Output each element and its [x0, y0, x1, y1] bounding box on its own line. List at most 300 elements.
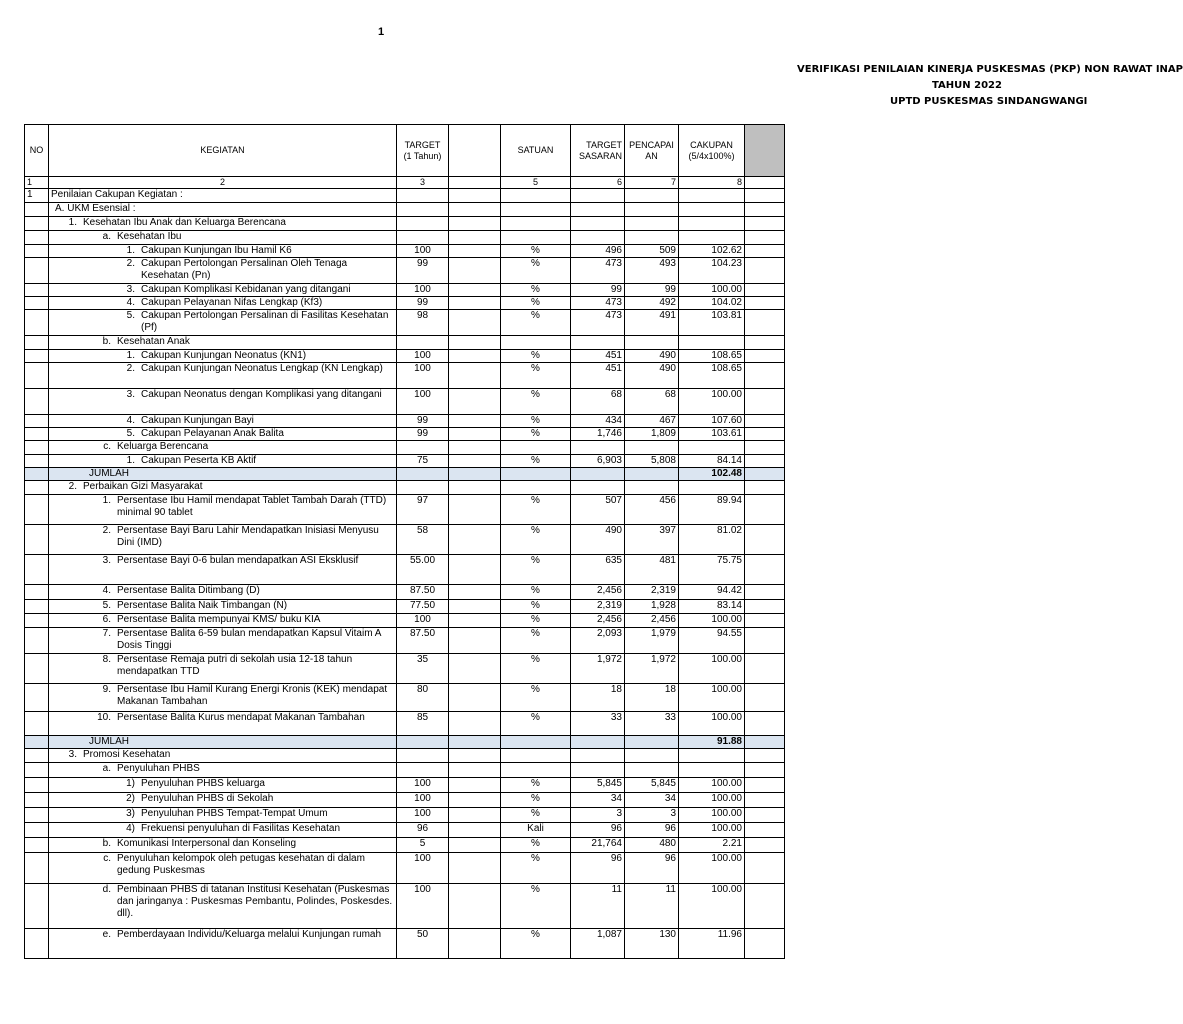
row-index: 3.	[126, 284, 135, 295]
row-kegiatan	[49, 495, 397, 525]
row-index: e.	[102, 929, 111, 940]
row-no: 1	[25, 189, 49, 203]
row-pencapaian: 2,456	[625, 614, 679, 628]
row-cakupan: 84.14	[679, 455, 745, 468]
row-target: 100	[397, 778, 449, 793]
row-cakupan: 104.02	[679, 297, 745, 310]
row-text: Cakupan Pelayanan Anak Balita	[141, 428, 284, 439]
row-pencapaian: 1,972	[625, 654, 679, 684]
row-overflow	[745, 585, 785, 600]
table-row	[25, 245, 785, 258]
row-satuan	[501, 749, 571, 763]
row-target: 100	[397, 389, 449, 415]
row-satuan: %	[501, 778, 571, 793]
row-satuan	[501, 736, 571, 749]
row-blank	[449, 428, 501, 441]
row-index: 3)	[126, 808, 135, 819]
row-blank	[449, 284, 501, 297]
row-target-sasaran	[571, 481, 625, 495]
row-text: Kesehatan Ibu Anak dan Keluarga Berencana	[83, 217, 286, 228]
row-target	[397, 763, 449, 778]
row-text: Cakupan Pertolongan Persalinan di Fasilitas Kesehatan (Pf)	[141, 310, 389, 333]
row-overflow	[745, 481, 785, 495]
row-no	[25, 749, 49, 763]
row-overflow	[745, 778, 785, 793]
row-pencapaian	[625, 468, 679, 481]
row-target-sasaran: 635	[571, 555, 625, 585]
row-target-sasaran: 6,903	[571, 455, 625, 468]
colnum-6: 6	[571, 177, 625, 189]
row-cakupan: 100.00	[679, 284, 745, 297]
header-overflow	[745, 125, 785, 177]
row-blank	[449, 258, 501, 284]
row-target: 100	[397, 614, 449, 628]
row-blank	[449, 793, 501, 808]
row-pencapaian: 96	[625, 853, 679, 884]
row-kegiatan	[49, 736, 397, 749]
row-index: 1.	[68, 217, 77, 228]
row-text: Pembinaan PHBS di tatanan Institusi Kesehatan (Puskesmas dan jaringanya : Puskesmas Pembantu, Polindes, Poskesdes. dll).	[117, 884, 393, 919]
row-pencapaian: 96	[625, 823, 679, 838]
row-text: Cakupan Pelayanan Nifas Lengkap (Kf3)	[141, 297, 323, 308]
row-pencapaian: 492	[625, 297, 679, 310]
table-row	[25, 481, 785, 495]
row-no	[25, 363, 49, 389]
row-pencapaian: 397	[625, 525, 679, 555]
row-blank	[449, 245, 501, 258]
colnum-7: 7	[625, 177, 679, 189]
row-target-sasaran	[571, 736, 625, 749]
row-blank	[449, 525, 501, 555]
row-no	[25, 284, 49, 297]
row-target: 55.00	[397, 555, 449, 585]
row-overflow	[745, 853, 785, 884]
row-target-sasaran	[571, 203, 625, 217]
title-line-1: VERIFIKASI PENILAIAN KINERJA PUSKESMAS (PKP) NON RAWAT INAP	[797, 64, 1183, 75]
row-blank	[449, 600, 501, 614]
row-index: 3.	[68, 749, 77, 760]
row-overflow	[745, 793, 785, 808]
row-blank	[449, 363, 501, 389]
row-kegiatan	[49, 428, 397, 441]
row-text: JUMLAH	[89, 468, 130, 479]
row-kegiatan	[49, 684, 397, 712]
row-kegiatan	[49, 389, 397, 415]
row-no	[25, 441, 49, 455]
row-blank	[449, 684, 501, 712]
table-row	[25, 363, 785, 389]
row-blank	[449, 468, 501, 481]
row-target: 100	[397, 808, 449, 823]
row-no	[25, 350, 49, 363]
row-satuan	[501, 481, 571, 495]
row-overflow	[745, 628, 785, 654]
row-cakupan	[679, 336, 745, 350]
row-kegiatan	[49, 763, 397, 778]
row-text: Persentase Balita 6-59 bulan mendapatkan Kapsul Vitaim A Dosis Tinggi	[117, 628, 381, 651]
row-target	[397, 481, 449, 495]
row-cakupan	[679, 203, 745, 217]
row-kegiatan	[49, 189, 397, 203]
row-target-sasaran: 1,746	[571, 428, 625, 441]
table-row	[25, 712, 785, 736]
row-text: Cakupan Komplikasi Kebidanan yang ditangani	[141, 284, 351, 295]
row-kegiatan	[49, 481, 397, 495]
row-target	[397, 468, 449, 481]
row-satuan: %	[501, 929, 571, 959]
row-index: 2)	[126, 793, 135, 804]
row-no	[25, 763, 49, 778]
table-row	[25, 415, 785, 428]
table-row	[25, 555, 785, 585]
row-satuan: %	[501, 793, 571, 808]
row-satuan: %	[501, 555, 571, 585]
row-satuan: %	[501, 284, 571, 297]
row-text: Penyuluhan PHBS Tempat-Tempat Umum	[141, 808, 328, 819]
table-row	[25, 884, 785, 929]
row-satuan: %	[501, 808, 571, 823]
row-target: 99	[397, 428, 449, 441]
row-cakupan	[679, 441, 745, 455]
row-index: 4)	[126, 823, 135, 834]
table-row	[25, 336, 785, 350]
row-kegiatan	[49, 455, 397, 468]
row-no	[25, 428, 49, 441]
row-blank	[449, 555, 501, 585]
row-no	[25, 684, 49, 712]
row-index: 6.	[102, 614, 111, 625]
table-row	[25, 297, 785, 310]
row-index: 9.	[102, 684, 111, 695]
row-index: 2.	[126, 258, 135, 269]
table-row	[25, 823, 785, 838]
row-text: Cakupan Kunjungan Neonatus (KN1)	[141, 350, 307, 361]
row-cakupan	[679, 231, 745, 245]
row-target	[397, 736, 449, 749]
row-cakupan: 103.81	[679, 310, 745, 336]
table-row	[25, 284, 785, 297]
row-text: Penyuluhan kelompok oleh petugas kesehatan di dalam gedung Puskesmas	[117, 853, 365, 876]
row-index: a.	[102, 763, 111, 774]
row-cakupan: 11.96	[679, 929, 745, 959]
row-target: 100	[397, 884, 449, 929]
row-target-sasaran	[571, 749, 625, 763]
row-kegiatan	[49, 245, 397, 258]
row-target-sasaran: 96	[571, 853, 625, 884]
row-pencapaian: 5,808	[625, 455, 679, 468]
header-blank	[449, 125, 501, 177]
row-index: 8.	[102, 654, 111, 665]
row-blank	[449, 415, 501, 428]
row-no	[25, 525, 49, 555]
row-blank	[449, 585, 501, 600]
row-overflow	[745, 684, 785, 712]
row-satuan	[501, 468, 571, 481]
row-kegiatan	[49, 853, 397, 884]
row-target-sasaran: 2,093	[571, 628, 625, 654]
row-text: Persentase Balita Naik Timbangan (N)	[117, 600, 288, 611]
row-target: 77.50	[397, 600, 449, 614]
row-target: 100	[397, 245, 449, 258]
row-index: 1.	[126, 455, 135, 466]
row-no	[25, 231, 49, 245]
row-satuan: %	[501, 389, 571, 415]
row-kegiatan	[49, 778, 397, 793]
row-pencapaian	[625, 336, 679, 350]
row-text: Persentase Balita Ditimbang (D)	[117, 585, 260, 596]
row-index: c.	[103, 853, 111, 864]
row-cakupan: 108.65	[679, 350, 745, 363]
row-target-sasaran: 507	[571, 495, 625, 525]
row-cakupan	[679, 763, 745, 778]
row-kegiatan	[49, 614, 397, 628]
row-cakupan: 104.23	[679, 258, 745, 284]
row-target: 85	[397, 712, 449, 736]
row-cakupan: 100.00	[679, 614, 745, 628]
table-row	[25, 600, 785, 614]
row-overflow	[745, 217, 785, 231]
table-row	[25, 231, 785, 245]
row-pencapaian	[625, 231, 679, 245]
row-text: Frekuensi penyuluhan di Fasilitas Kesehatan	[141, 823, 341, 834]
row-satuan	[501, 441, 571, 455]
row-text: Persentase Ibu Hamil mendapat Tablet Tambah Darah (TTD) minimal 90 tablet	[117, 495, 387, 518]
row-text: Kesehatan Ibu	[117, 231, 182, 242]
row-index: 7.	[102, 628, 111, 639]
row-no	[25, 455, 49, 468]
row-satuan	[501, 336, 571, 350]
row-satuan: %	[501, 495, 571, 525]
row-cakupan: 100.00	[679, 389, 745, 415]
row-target	[397, 749, 449, 763]
row-cakupan: 103.61	[679, 428, 745, 441]
row-pencapaian: 5,845	[625, 778, 679, 793]
row-overflow	[745, 749, 785, 763]
row-index: 1.	[102, 495, 111, 506]
row-text: Cakupan Kunjungan Ibu Hamil K6	[141, 245, 292, 256]
row-index: 1.	[126, 350, 135, 361]
row-text: Persentase Balita Kurus mendapat Makanan Tambahan	[117, 712, 365, 723]
row-pencapaian	[625, 763, 679, 778]
row-overflow	[745, 363, 785, 389]
row-text: Penyuluhan PHBS di Sekolah	[141, 793, 274, 804]
row-cakupan	[679, 217, 745, 231]
row-blank	[449, 455, 501, 468]
row-pencapaian: 99	[625, 284, 679, 297]
row-target-sasaran: 34	[571, 793, 625, 808]
row-target	[397, 441, 449, 455]
row-target: 100	[397, 284, 449, 297]
header-no: NO	[25, 125, 49, 177]
row-cakupan: 75.75	[679, 555, 745, 585]
row-pencapaian	[625, 203, 679, 217]
row-target-sasaran: 1,972	[571, 654, 625, 684]
row-blank	[449, 763, 501, 778]
table-row	[25, 495, 785, 525]
table-row	[25, 310, 785, 336]
row-text: Komunikasi Interpersonal dan Konseling	[117, 838, 296, 849]
table-row	[25, 793, 785, 808]
row-no	[25, 217, 49, 231]
table-row	[25, 350, 785, 363]
row-index: b.	[102, 336, 111, 347]
row-satuan: %	[501, 297, 571, 310]
row-satuan: Kali	[501, 823, 571, 838]
row-pencapaian	[625, 189, 679, 203]
row-blank	[449, 614, 501, 628]
colnum-2: 2	[49, 177, 397, 189]
row-index: b.	[102, 838, 111, 849]
row-kegiatan	[49, 585, 397, 600]
row-text: Pemberdayaan Individu/Keluarga melalui Kunjungan rumah	[117, 929, 382, 940]
header-satuan: SATUAN	[501, 125, 571, 177]
row-cakupan: 100.00	[679, 684, 745, 712]
row-text: JUMLAH	[89, 736, 130, 747]
row-no	[25, 808, 49, 823]
row-kegiatan	[49, 310, 397, 336]
row-text: Cakupan Peserta KB Aktif	[141, 455, 257, 466]
row-pencapaian: 2,319	[625, 585, 679, 600]
row-target: 87.50	[397, 628, 449, 654]
row-overflow	[745, 415, 785, 428]
row-target: 99	[397, 297, 449, 310]
row-pencapaian: 3	[625, 808, 679, 823]
row-target-sasaran	[571, 468, 625, 481]
row-blank	[449, 749, 501, 763]
row-blank	[449, 217, 501, 231]
row-index: 5.	[126, 310, 135, 321]
row-satuan: %	[501, 363, 571, 389]
row-blank	[449, 808, 501, 823]
row-text: Penilaian Cakupan Kegiatan :	[51, 189, 183, 200]
row-no	[25, 389, 49, 415]
row-satuan: %	[501, 415, 571, 428]
row-target: 97	[397, 495, 449, 525]
table-row	[25, 838, 785, 853]
row-kegiatan	[49, 203, 397, 217]
row-target-sasaran	[571, 231, 625, 245]
row-blank	[449, 712, 501, 736]
row-kegiatan	[49, 350, 397, 363]
row-text: Persentase Bayi 0-6 bulan mendapatkan ASI Eksklusif	[117, 555, 359, 566]
row-no	[25, 600, 49, 614]
row-index: 10.	[97, 712, 111, 723]
row-target	[397, 231, 449, 245]
colnum-8: 8	[679, 177, 745, 189]
row-index: 4.	[126, 297, 135, 308]
table-row	[25, 258, 785, 284]
colnum-overflow	[745, 177, 785, 189]
row-kegiatan	[49, 712, 397, 736]
row-target-sasaran: 451	[571, 363, 625, 389]
row-pencapaian: 480	[625, 838, 679, 853]
colnum-5: 5	[501, 177, 571, 189]
table-row	[25, 525, 785, 555]
row-pencapaian: 68	[625, 389, 679, 415]
row-text: Penyuluhan PHBS	[117, 763, 200, 774]
row-kegiatan	[49, 929, 397, 959]
table-row	[25, 614, 785, 628]
table-row	[25, 808, 785, 823]
row-index: 2.	[102, 525, 111, 536]
row-blank	[449, 441, 501, 455]
row-overflow	[745, 284, 785, 297]
table-row	[25, 217, 785, 231]
row-blank	[449, 203, 501, 217]
row-target: 96	[397, 823, 449, 838]
header-kegiatan: KEGIATAN	[49, 125, 397, 177]
row-target-sasaran: 99	[571, 284, 625, 297]
row-cakupan	[679, 189, 745, 203]
row-no	[25, 929, 49, 959]
row-pencapaian: 491	[625, 310, 679, 336]
row-blank	[449, 389, 501, 415]
row-satuan: %	[501, 525, 571, 555]
row-blank	[449, 929, 501, 959]
table-row	[25, 763, 785, 778]
row-index: 2.	[68, 481, 77, 492]
row-blank	[449, 778, 501, 793]
row-satuan	[501, 203, 571, 217]
row-blank	[449, 495, 501, 525]
table-row	[25, 684, 785, 712]
row-no	[25, 245, 49, 258]
row-overflow	[745, 555, 785, 585]
row-target-sasaran: 473	[571, 310, 625, 336]
row-satuan: %	[501, 628, 571, 654]
row-overflow	[745, 736, 785, 749]
row-satuan: %	[501, 350, 571, 363]
row-kegiatan	[49, 555, 397, 585]
row-pencapaian	[625, 441, 679, 455]
row-blank	[449, 336, 501, 350]
row-cakupan: 89.94	[679, 495, 745, 525]
row-overflow	[745, 297, 785, 310]
row-cakupan: 100.00	[679, 778, 745, 793]
jumlah-row	[25, 468, 785, 481]
colnum-3: 3	[397, 177, 449, 189]
row-pencapaian: 1,928	[625, 600, 679, 614]
row-cakupan: 100.00	[679, 808, 745, 823]
row-satuan: %	[501, 712, 571, 736]
row-text: Persentase Remaja putri di sekolah usia 12-18 tahun mendapatkan TTD	[117, 654, 353, 677]
row-overflow	[745, 350, 785, 363]
row-cakupan	[679, 481, 745, 495]
row-pencapaian	[625, 217, 679, 231]
row-text: Cakupan Neonatus dengan Komplikasi yang ditangani	[141, 389, 382, 400]
table-row	[25, 428, 785, 441]
row-no	[25, 481, 49, 495]
row-cakupan: 107.60	[679, 415, 745, 428]
row-target-sasaran	[571, 217, 625, 231]
row-target-sasaran: 3	[571, 808, 625, 823]
row-kegiatan	[49, 808, 397, 823]
row-overflow	[745, 189, 785, 203]
row-satuan: %	[501, 654, 571, 684]
row-blank	[449, 350, 501, 363]
row-pencapaian	[625, 736, 679, 749]
row-no	[25, 628, 49, 654]
row-text: Persentase Balita mempunyai KMS/ buku KIA	[117, 614, 321, 625]
row-overflow	[745, 838, 785, 853]
row-target: 58	[397, 525, 449, 555]
row-target: 35	[397, 654, 449, 684]
row-overflow	[745, 525, 785, 555]
row-text: Cakupan Kunjungan Bayi	[141, 415, 254, 426]
row-blank	[449, 231, 501, 245]
row-kegiatan	[49, 231, 397, 245]
row-target-sasaran	[571, 763, 625, 778]
